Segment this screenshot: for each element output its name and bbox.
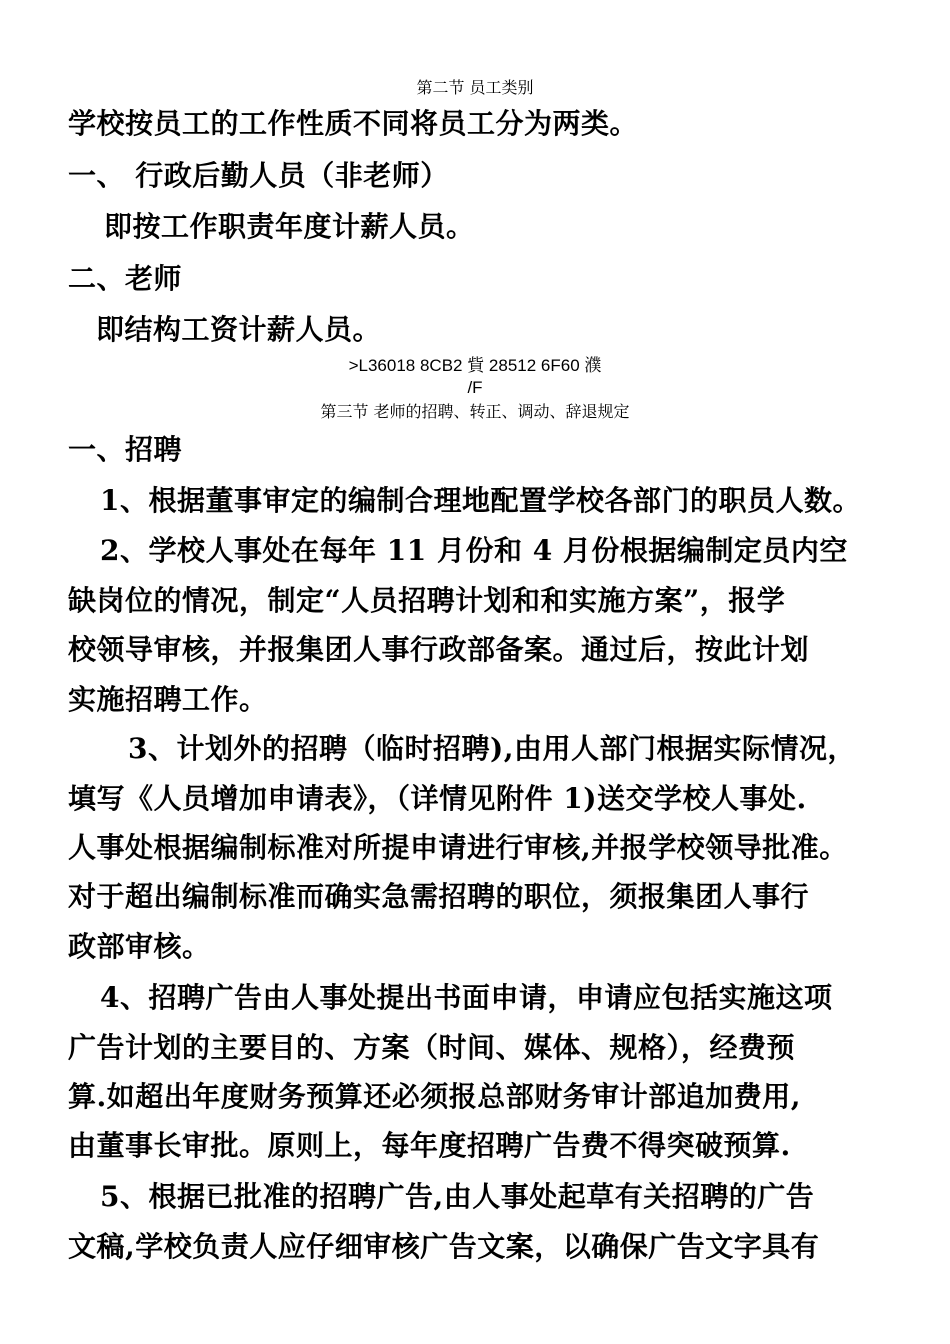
paragraph-4-line: 算.如超出年度财务预算还必须报总部财务审计部追加费用,	[68, 1080, 801, 1113]
paragraph-2-line: 2、学校人事处在每年 11 月份和 4 月份根据编制定员内空	[100, 534, 848, 567]
paragraph-3-line: 对于超出编制标准而确实急需招聘的职位，须报集团人事行	[68, 880, 810, 913]
paragraph-2-line: 校领导审核，并报集团人事行政部备案。通过后，按此计划	[68, 633, 810, 666]
paragraph-5-line: 文稿,学校负责人应仔细审核广告文案，以确保广告文字具有	[68, 1230, 820, 1263]
paragraph-4-line: 广告计划的主要目的、方案（时间、媒体、规格），经费预	[68, 1031, 796, 1064]
garbled-code-line-2: /F	[467, 378, 483, 397]
section3-heading: 一、招聘	[68, 433, 183, 466]
paragraph-1: 1、根据董事审定的编制合理地配置学校各部门的职员人数。	[100, 484, 861, 517]
paragraph-3-line: 填写《人员增加申请表》，（详情见附件 1)送交学校人事处.	[68, 782, 807, 815]
paragraph-3-line: 政部审核。	[68, 930, 211, 963]
section3-title: 第三节 老师的招聘、转正、调动、辞退规定	[320, 402, 630, 421]
section2-item2-heading: 二、老师	[68, 262, 183, 295]
paragraph-3-line: 3、计划外的招聘（临时招聘),由用人部门根据实际情况，	[128, 732, 856, 765]
section2-item2-text: 即结构工资计薪人员。	[96, 313, 382, 346]
garbled-code-line: >L36018 8CB2 貲 28512 6F60 濮	[348, 356, 602, 375]
paragraph-5-line: 5、根据已批准的招聘广告,由人事处起草有关招聘的广告	[100, 1180, 815, 1213]
paragraph-3-line: 人事处根据编制标准对所提申请进行审核,并报学校领导批准。	[68, 831, 848, 864]
section2-intro: 学校按员工的工作性质不同将员工分为两类。	[68, 107, 639, 140]
paragraph-2-line: 实施招聘工作。	[68, 683, 268, 716]
section2-title: 第二节 员工类别	[416, 78, 534, 97]
section2-item1-heading: 一、 行政后勤人员（非老师）	[68, 159, 449, 192]
paragraph-4-line: 4、招聘广告由人事处提出书面申请，申请应包括实施这项	[100, 981, 833, 1014]
paragraph-4-line: 由董事长审批。原则上，每年度招聘广告费不得突破预算.	[68, 1129, 791, 1162]
section2-item1-text: 即按工作职责年度计薪人员。	[104, 210, 475, 243]
paragraph-2-line: 缺岗位的情况，制定“人员招聘计划和和实施方案”，报学	[68, 584, 786, 617]
